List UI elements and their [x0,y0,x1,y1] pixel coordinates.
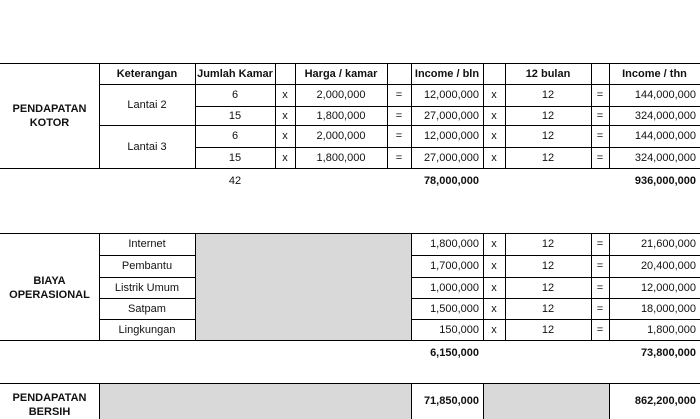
grid-line [99,319,195,320]
total-biaya-thn: 73,800,000 [640,346,696,359]
cell-biaya-thn: 21,600,000 [640,238,696,250]
grid-line [591,233,592,340]
grid-line [0,383,700,384]
cell-income-bln: 12,000,000 [423,130,479,142]
net-income-bln: 71,850,000 [423,395,479,407]
cell-bulan: 12 [541,281,555,294]
cell-multiply: x [491,302,497,315]
cell-biaya-name: Internet [128,238,166,250]
grid-line [195,63,196,168]
cell-multiply: x [282,151,288,164]
cell-equals: = [596,302,604,315]
grid-line [411,63,412,168]
cell-biaya-bln: 1,000,000 [430,281,479,294]
shaded-area [195,233,411,340]
cell-jumlah-kamar: 6 [231,130,239,142]
label-pendapatan-kotor-line1: PENDAPATAN [12,103,87,115]
grid-line [0,168,700,169]
grid-line [483,233,484,340]
cell-biaya-name: Pembantu [121,260,173,272]
shaded-area [483,383,609,419]
label-biaya-operasional-line2: OPERASIONAL [9,289,90,301]
cell-bulan: 12 [541,109,555,122]
grid-line [0,233,700,234]
header-jumlah-kamar: Jumlah Kamar [197,67,273,80]
header-keterangan: Keterangan [116,67,178,80]
cell-bulan: 12 [541,89,555,101]
cell-equals: = [395,89,403,101]
cell-multiply: x [491,238,497,250]
grid-line [0,340,700,341]
cell-bulan: 12 [541,302,555,315]
cell-equals: = [596,238,604,250]
grid-line [483,63,484,168]
floor-lantai-3: Lantai 3 [127,140,167,153]
cell-equals: = [596,260,604,272]
cell-income-thn: 144,000,000 [634,130,696,142]
cell-multiply: x [491,151,497,164]
grid-line [195,106,700,107]
cell-multiply: x [491,323,497,336]
grid-line [505,233,506,340]
cell-biaya-thn: 18,000,000 [640,302,696,315]
label-biaya-operasional [0,274,99,302]
cell-harga: 2,000,000 [316,89,366,101]
cell-equals: = [596,89,604,101]
net-income-thn: 862,200,000 [634,395,696,407]
cell-biaya-bln: 1,700,000 [430,260,479,272]
label-pendapatan-bersih [0,391,99,419]
total-biaya-bln: 6,150,000 [430,346,479,359]
grid-line [411,255,700,256]
cell-income-bln: 27,000,000 [423,151,479,164]
cell-biaya-name: Listrik Umum [114,281,180,294]
grid-line [0,63,700,64]
cell-equals: = [596,323,604,336]
grid-line [483,383,484,419]
grid-line [275,63,276,168]
total-income-bln: 78,000,000 [423,175,479,187]
grid-line [195,147,700,148]
cell-equals: = [395,130,403,142]
cell-bulan: 12 [541,323,555,336]
cell-multiply: x [491,130,497,142]
grid-line [411,233,412,340]
cell-multiply: x [491,281,497,294]
grid-line [99,383,100,419]
cell-multiply: x [491,260,497,272]
cell-equals: = [596,281,604,294]
cell-bulan: 12 [541,130,555,142]
cell-income-thn: 324,000,000 [634,151,696,164]
cell-biaya-thn: 20,400,000 [640,260,696,272]
cell-jumlah-kamar: 6 [231,89,239,101]
grid-line [411,277,700,278]
floor-lantai-2: Lantai 2 [127,98,167,111]
cell-equals: = [395,109,403,122]
cell-harga: 1,800,000 [316,151,366,164]
cell-bulan: 12 [541,238,555,250]
header-harga-kamar: Harga / kamar [304,67,378,80]
cell-multiply: x [282,130,288,142]
cell-jumlah-kamar: 15 [228,151,242,164]
header-income-bln: Income / bln [414,67,480,80]
cell-multiply: x [491,89,497,101]
cell-biaya-bln: 1,800,000 [430,238,479,250]
grid-line [195,233,196,340]
total-jumlah-kamar: 42 [228,175,242,187]
grid-line [591,63,592,168]
cell-income-thn: 144,000,000 [634,89,696,101]
cell-harga: 2,000,000 [316,130,366,142]
grid-line [295,63,296,168]
header-12-bulan: 12 bulan [525,67,571,80]
label-biaya-operasional-line1: BIAYA [33,275,66,287]
cell-income-bln: 12,000,000 [423,89,479,101]
grid-line [99,233,100,340]
label-pendapatan-bersih-line1: PENDAPATAN [12,392,87,404]
cell-biaya-name: Satpam [128,302,166,315]
cell-equals: = [596,130,604,142]
cell-income-thn: 324,000,000 [634,109,696,122]
grid-line [411,383,412,419]
header-income-thn: Income / thn [622,67,687,80]
total-income-thn: 936,000,000 [634,175,696,187]
cell-biaya-bln: 1,500,000 [430,302,479,315]
shaded-area [99,383,411,419]
cell-multiply: x [282,89,288,101]
grid-line [99,255,195,256]
grid-line [609,63,610,168]
cell-biaya-bln: 150,000 [439,323,479,336]
grid-line [411,319,700,320]
grid-line [411,298,700,299]
cell-bulan: 12 [541,260,555,272]
cell-equals: = [596,109,604,122]
grid-line [387,63,388,168]
cell-jumlah-kamar: 15 [228,109,242,122]
label-pendapatan-kotor-line2: KOTOR [29,117,70,129]
label-pendapatan-kotor [0,102,99,130]
grid-line [505,63,506,168]
cell-harga: 1,800,000 [316,109,366,122]
cell-bulan: 12 [541,151,555,164]
cell-multiply: x [491,109,497,122]
grid-line [99,277,195,278]
grid-line [609,233,610,340]
cell-biaya-name: Lingkungan [118,323,176,336]
cell-equals: = [596,151,604,164]
label-pendapatan-bersih-line2: BERSIH [28,406,71,418]
cell-multiply: x [282,109,288,122]
cell-biaya-thn: 1,800,000 [647,323,696,336]
cell-income-bln: 27,000,000 [423,109,479,122]
cell-equals: = [395,151,403,164]
grid-line [99,298,195,299]
cell-biaya-thn: 12,000,000 [640,281,696,294]
grid-line [99,63,100,168]
grid-line [609,383,610,419]
